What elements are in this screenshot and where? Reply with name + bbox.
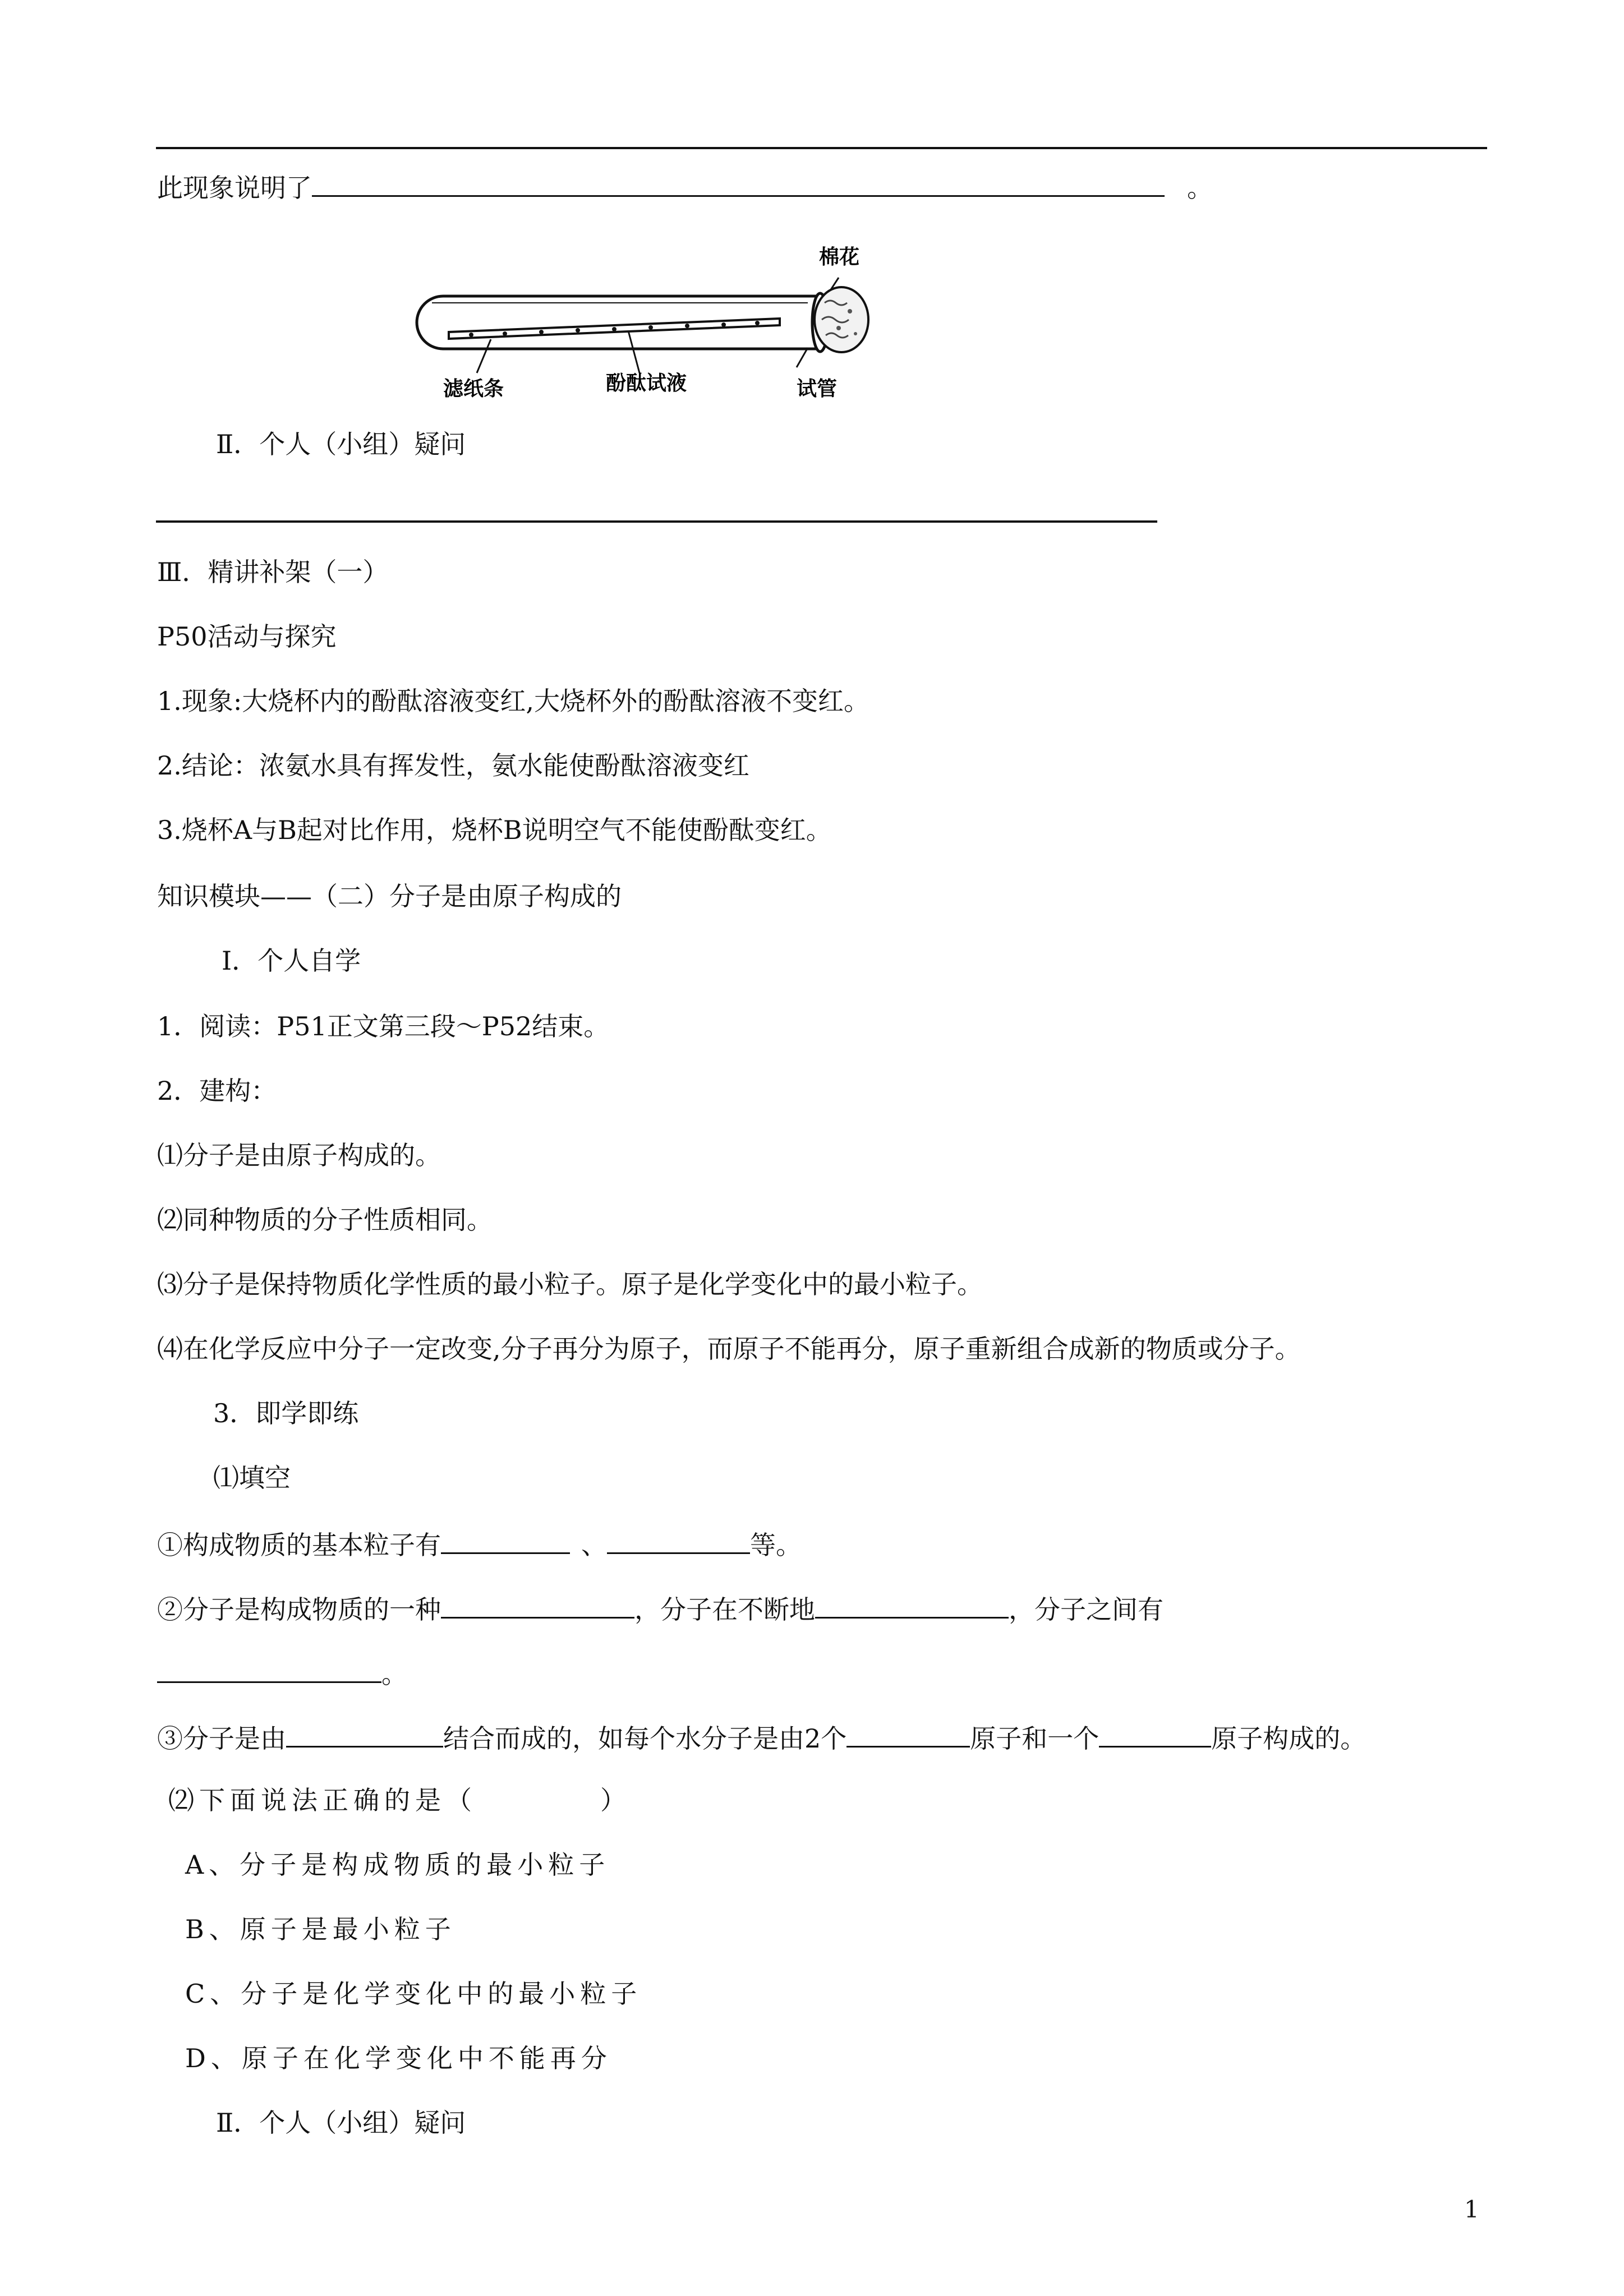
answer-rule-1[interactable] (156, 520, 1157, 523)
supplement-item-3: 3.烧杯A与B起对比作用，烧杯B说明空气不能使酚酞变红。 (157, 815, 832, 845)
phenomenon-prefix: 此现象说明了 (157, 173, 312, 203)
questions-heading-1: Ⅱ．个人（小组）疑问 (216, 429, 466, 459)
q2-mid-1: ，分子在不断地 (634, 1594, 815, 1625)
fill-question-3 (157, 1719, 1366, 1755)
leader-filter (477, 339, 491, 373)
q2-blank-3[interactable] (157, 1654, 381, 1683)
q3-blank-1[interactable] (286, 1719, 443, 1748)
phenomenon-suffix: 。 (1187, 173, 1213, 203)
q3-mid-1: 结合而成的，如每个水分子是由2个 (443, 1723, 847, 1754)
phenomenon-line (157, 168, 1213, 205)
q1-blank-2[interactable] (607, 1525, 750, 1554)
fill-question-1 (157, 1525, 802, 1562)
q2-end: 。 (381, 1659, 407, 1689)
header-rule (156, 147, 1487, 149)
leader-tube (797, 348, 808, 367)
q1-blank-1[interactable] (441, 1525, 570, 1554)
cotton-plug (815, 287, 868, 352)
q2-blank-2[interactable] (815, 1590, 1009, 1619)
label-filter-strip: 滤纸条 (443, 377, 504, 400)
leader-phenol (628, 331, 640, 373)
q2-blank-1[interactable] (441, 1590, 634, 1619)
self-study-heading: Ⅰ．个人自学 (222, 946, 361, 976)
q1-prefix: ①构成物质的基本粒子有 (157, 1530, 441, 1560)
construct-item: 2．建构： (157, 1076, 277, 1106)
mc-option-a[interactable]: A、分子是构成物质的最小粒子 (185, 1850, 610, 1880)
q3-suffix: 原子构成的。 (1211, 1723, 1367, 1754)
construct-point-4: ⑷在化学反应中分子一定改变,分子再分为原子，而原子不能再分，原子重新组合成新的物质或分子。 (157, 1334, 1301, 1364)
supplement-item-2: 2.结论：浓氨水具有挥发性，氨水能使酚酞溶液变红 (157, 750, 749, 781)
label-phenolphthalein: 酚酞试液 (606, 372, 687, 395)
page-number: 1 (1464, 2196, 1479, 2223)
q2-mid-2: ，分子之间有 (1009, 1594, 1163, 1625)
q3-blank-3[interactable] (1099, 1719, 1211, 1748)
q1-separator: 、 (581, 1530, 607, 1560)
activity-title: P50活动与探究 (157, 621, 337, 652)
practice-heading: 3．即学即练 (213, 1398, 359, 1428)
q3-blank-2[interactable] (846, 1719, 970, 1748)
q1-suffix: 等。 (750, 1530, 802, 1560)
module2-title: 知识模块——（二）分子是由原子构成的 (157, 881, 622, 911)
mc-option-d[interactable]: D、原子在化学变化中不能再分 (185, 2043, 612, 2073)
label-cotton: 棉花 (819, 246, 860, 269)
fill-question-2 (157, 1590, 1163, 1626)
test-tube-figure (393, 236, 898, 404)
construct-point-2: ⑵同种物质的分子性质相同。 (157, 1205, 493, 1235)
reading-item: 1．阅读：P51正文第三段～P52结束。 (157, 1011, 610, 1041)
q2-prefix: ②分子是构成物质的一种 (157, 1594, 441, 1625)
supplement-item-1: 1.现象:大烧杯内的酚酞溶液变红,大烧杯外的酚酞溶液不变红。 (157, 686, 870, 716)
mc-question: ⑵下面说法正确的是（ ） (168, 1785, 631, 1815)
supplement-heading: Ⅲ．精讲补架（一） (157, 557, 389, 587)
construct-point-1: ⑴分子是由原子构成的。 (157, 1140, 441, 1170)
mc-option-b[interactable]: B、原子是最小粒子 (185, 1914, 456, 1944)
phenomenon-blank[interactable] (312, 168, 1165, 197)
fill-heading: ⑴填空 (213, 1463, 291, 1493)
q3-prefix: ③分子是由 (157, 1723, 286, 1754)
test-tube-diagram (393, 236, 898, 404)
questions-heading-2: Ⅱ．个人（小组）疑问 (216, 2108, 466, 2138)
fill-question-2-continued (157, 1654, 407, 1691)
mc-option-c[interactable]: C、分子是化学变化中的最小粒子 (185, 1979, 642, 2009)
q3-mid-2: 原子和一个 (970, 1723, 1099, 1754)
label-test-tube: 试管 (797, 377, 838, 400)
construct-point-3: ⑶分子是保持物质化学性质的最小粒子。原子是化学变化中的最小粒子。 (157, 1269, 983, 1299)
